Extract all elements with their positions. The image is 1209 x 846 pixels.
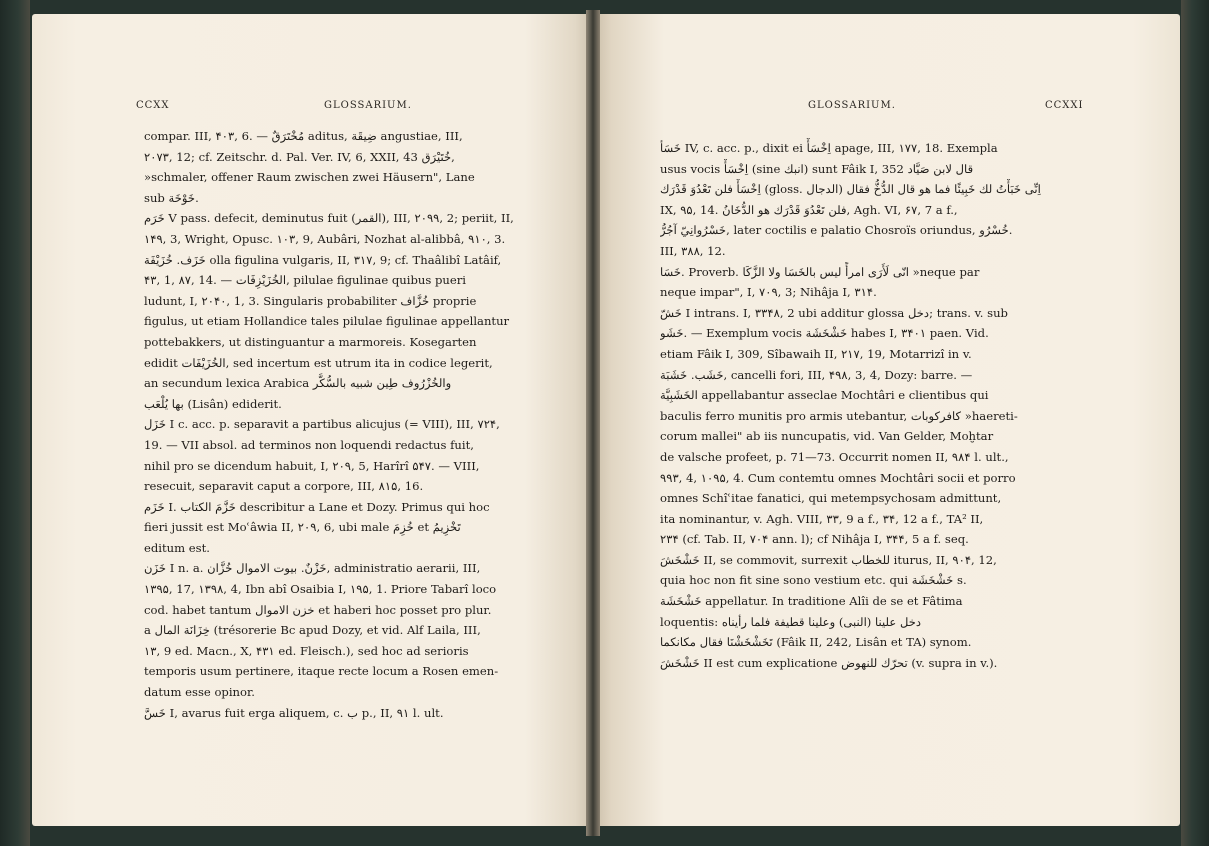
text-line: figulus, ut etiam Hollandice tales pilulae figulinae appellantur (144, 314, 510, 329)
text-line: اِخْسَأْ فلن تَعْدُوَ قَدْرَك (gloss. الدجال) اِنِّى خَبَأْتُ لك خَبِيئًا فما هو قال الدُّخُّ فقال (660, 182, 1041, 197)
book-gutter (586, 10, 600, 836)
right-page-body (660, 138, 1082, 673)
text-line: de valsche profeet, p. 71—73. Occurrit nomen II, ۹۸۴ l. ult., (660, 449, 1009, 464)
text-line: sub خَوْخَة. (144, 190, 199, 205)
text-line: 19. — VII absol. ad terminos non loquendi redactus fuit, (144, 437, 474, 452)
text-line: خَشّ I intrans. I, ۳۳۴۸, 2 ubi additur glossa دخل; trans. v. sub (660, 305, 1008, 320)
left-running-head: GLOSSARIUM. (324, 100, 412, 111)
text-line: خَشْخَشَ II est cum explicatione تحرّك للنهوض (v. supra in v.). (660, 655, 998, 670)
text-line: خَرَم V pass. defecit, deminutus fuit (القمر), III, ۲۰۹۹, 2; periit, II, (144, 211, 514, 226)
text-line: corum mallei" ab iis nuncupatis, vid. Van Gelder, Moḫtar (660, 429, 994, 444)
text-line: datum esse opinor. (144, 685, 255, 700)
text-line: compar. III, ۴۰۳, 6. — مُخْتَرَقٌ aditus, ضِيقَة angustiae, III, (144, 129, 463, 143)
text-line: خَسَأ IV, c. acc. p., dixit ei اِخْسَأْ apage, III, ۱۷۷, 18. Exempla (660, 141, 998, 155)
text-line: ludunt, I, ۲۰۴۰, 1, 3. Singularis probabiliter خُزَّاف proprie (144, 293, 477, 308)
text-line: temporis usum pertinere, itaque recte locum a Rosen emen- (144, 664, 499, 679)
text-line: resecuit, separavit caput a corpore, III, ۸۱۵, 16. (144, 479, 424, 494)
text-line: خَشْخَشَة appellatur. In traditione Alîi de se et Fâtima (660, 594, 963, 609)
text-line: ۱۳۹۵, 17, ۱۳۹۸, 4, Ibn abî Osaibia I, ۱۹۵, 1. Priore Tabarî loco (144, 582, 497, 597)
left-page-body (144, 126, 564, 723)
text-line: ۱۳, 9 ed. Macn., X, ۴۳۱ ed. Fleisch.), sed hoc ad serioris (144, 643, 469, 658)
text-line: الخَشَبِيَّة appellabantur asseclae Mochtâri e clientibus qui (660, 388, 989, 403)
text-line: خَسَا. Proverb. انّى لَأَرَى امرأً ليس بالخَسَا ولا الزَّكَا »neque par (660, 264, 980, 279)
text-line: خَسْرُوانِيّ آجُرُّ, later coctilis e palatio Chosroïs oriundus, خُسْرُو. (660, 223, 1013, 238)
text-line: fieri jussit est Moʿâwia II, ۲۰۹, 6, ubi male خُزِمَ et تَخْزِيمُ (144, 520, 461, 535)
text-line: بها يُلْعَب (Lisân) ediderit. (144, 396, 282, 411)
text-line: ita nominantur, v. Agh. VIII, ۳۳, 9 a f., ۳۴, 12 a f., TA² II, (660, 511, 984, 526)
text-line: editum est. (144, 540, 210, 555)
text-line: cod. habet tantum خزن الاموال et haberi hoc posset pro plur. (144, 602, 492, 617)
text-line: خَشَب. خَشَبَة, cancelli fori, III, ۴۹۸, 3, 4, Dozy: barre. — (660, 367, 973, 382)
text-line: ۴۳, 1, ۸۷, 14. — الخُزَيْزِفَات, pilulae figulinae quibus pueri (144, 273, 466, 288)
text-line: ۱۴۹, 3, Wright, Opusc. ۱۰۳, 9, Aubâri, Nozhat al-alibbâ, ۹۱۰, 3. (144, 231, 506, 246)
text-line: III, ۳۸۸, 12. (660, 243, 726, 258)
text-line: a خِزَانَة المال (trésorerie Bc apud Dozy, et vid. Alf Laila, III, (144, 623, 481, 638)
text-line: خَشْخَشَ II, se commovit, surrexit للخطاب iturus, II, ۹۰۴, 12, (660, 552, 997, 567)
right-page-number: CCXXI (1045, 100, 1084, 111)
text-line: تَخَشْخَشْنَا فقال مكانكما (Fâik II, 242, Lisân et TA) synom. (660, 635, 972, 650)
text-line: IX, ۹۵, 14. فلن تَعْدُوَ قَدْرَك هو الدُّخَانُ, Agh. VI, ۶۷, 7 a f., (660, 202, 958, 217)
text-line: خَزَل I c. acc. p. separavit a partibus alicujus (= VIII), III, ۷۲۴, (144, 417, 500, 432)
text-line: ۲۳۴ (cf. Tab. II, ۷۰۴ ann. l); cf Nihâja I, ۳۴۴, 5 a f. seq. (660, 532, 969, 547)
left-page (32, 14, 592, 826)
text-line: quia hoc non fit sine sono vestium etc. qui خَشْخَشَة s. (660, 573, 967, 588)
text-line: neque impar", I, ۷۰۹, 3; Nihâja I, ۳۱۴. (660, 285, 877, 300)
text-line: omnes Schîʿitae fanatici, qui metempsychosam admittunt, (660, 491, 1002, 506)
text-line: usus vocis اِخْسَأْ (sine انبك) sunt Fâik I, 352 قال لابن صَيَّاد (660, 161, 974, 176)
text-line: ۲۰۷۳, 12; cf. Zeitschr. d. Pal. Ver. IV, 6, XXII, 43 خُتَيْرَق, (144, 149, 455, 164)
left-page-number: CCXX (136, 100, 170, 111)
text-line: خَزَن I n. a. خَزْنٌ. بيوت الاموال خُزَّان, administratio aerarii, III, (144, 561, 481, 576)
text-line: خَزَم I. خَزَّمَ الكتاب describitur a Lane et Dozy. Primus qui hoc (144, 499, 490, 514)
book-cover-edge-left (0, 0, 30, 846)
text-line: »schmaler, offener Raum zwischen zwei Häusern", Lane (144, 170, 475, 185)
right-page (594, 14, 1180, 826)
text-line: loquentis: دخل علينا (النبى) وعلينا قطيفة فلما رأيناه (660, 614, 922, 629)
text-line: pottebakkers, ut distinguantur a marmoreis. Kosegarten (144, 334, 477, 349)
right-running-head: GLOSSARIUM. (808, 100, 896, 111)
text-line: ۹۹۳, 4, ۱۰۹۵, 4. Cum contemtu omnes Mochtâri socii et porro (660, 470, 1016, 485)
text-line: etiam Fâik I, 309, Sîbawaih II, ۲۱۷, 19, Motarrizî in v. (660, 346, 972, 361)
text-line: nihil pro se dicendum habuit, I, ۲۰۹, 5, Harîrî ۵۴۷. — VIII, (144, 458, 480, 473)
text-line: خَشَو. — Exemplum vocis خَشْخَشَة habes I, ۳۴۰۱ paen. Vid. (660, 326, 989, 341)
book-cover-edge-right (1181, 0, 1209, 846)
text-line: خَزَف. خُزَيْفَة olla figulina vulgaris, II, ۳۱۷, 9; cf. Thaâlibî Latâif, (144, 252, 502, 267)
text-line: خَسَّ I, avarus fuit erga aliquem, c. ب p., II, ۹۱ l. ult. (144, 705, 444, 720)
text-line: edidit الخُزَيْفَات, sed incertum est utrum ita in codice legerit, (144, 355, 493, 370)
text-line: an secundum lexica Arabica والخُزْرُوف طِين شبيه بالسُّكَّر (144, 376, 452, 391)
text-line: baculis ferro munitis pro armis utebantur, كافركوبات »haereti- (660, 408, 1018, 423)
